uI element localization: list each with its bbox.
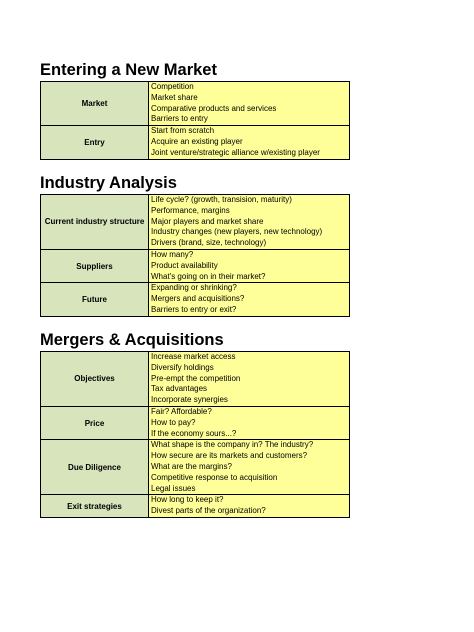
list-item: Life cycle? (growth, transision, maturity) [151,195,292,204]
list-item: Pre-empt the competition [151,373,241,383]
list-item: If the economy sours...? [151,428,237,438]
list-item: Competitive response to acquisition [151,472,278,482]
items-cell [149,406,350,439]
category-cell: Suppliers [41,249,149,282]
list-item: How to pay? [151,417,196,427]
items-cell [149,195,350,250]
category-cell: Objectives [41,352,149,407]
list-item: Major players and market share [151,216,264,226]
list-item: What shape is the company in? The industry? [151,440,314,450]
table-row [41,126,350,159]
list-item: Comparative products and services [151,103,277,113]
items-cell [149,495,350,518]
category-cell: Exit strategies [41,495,149,518]
list-item: Tax advantages [151,384,208,394]
list-item: Barriers to entry [151,114,208,124]
section-title: Industry Analysis [40,174,177,192]
list-item: Competition [151,82,194,91]
list-item: Increase market access [151,352,236,361]
list-item: Product availability [151,260,218,270]
items-cell [149,352,350,407]
category-cell: Entry [41,126,149,159]
list-item: Drivers (brand, size, technology) [151,238,267,248]
list-item: Joint venture/strategic alliance w/existing player [151,147,320,157]
list-item: Market share [151,92,198,102]
category-cell: Due Diligence [41,440,149,495]
section-industry-analysis [40,173,350,317]
table-row [41,283,350,316]
items-cell [149,440,350,495]
table-row [41,249,350,282]
list-item: How long to keep it? [151,495,224,505]
list-item: Barriers to entry or exit? [151,304,237,314]
list-item: Legal issues [151,483,196,493]
table-row [41,495,350,518]
section-table [40,194,350,317]
list-item: Mergers and acquisitions? [151,294,245,304]
items-cell [149,249,350,282]
table-row [41,195,350,250]
list-item: Diversify holdings [151,362,214,372]
category-cell: Future [41,283,149,316]
section-table [40,81,350,160]
list-item: Fair? Affordable? [151,406,212,416]
table-row [41,440,350,495]
section-title: Entering a New Market [40,61,217,79]
list-item: Performance, margins [151,205,230,215]
list-item: How many? [151,249,194,259]
list-item: Start from scratch [151,126,215,136]
items-cell [149,126,350,159]
items-cell [149,283,350,316]
list-item: Divest parts of the organization? [151,506,266,516]
list-item: Industry changes (new players, new technology) [151,227,323,237]
section-entering-new-market [40,60,350,160]
section-table [40,351,350,518]
category-cell: Market [41,82,149,126]
category-cell: Price [41,406,149,439]
table-row [41,406,350,439]
table-row [41,352,350,407]
list-item: Acquire an existing player [151,136,243,146]
list-item: What are the margins? [151,461,232,471]
table-row [41,82,350,126]
items-cell [149,82,350,126]
category-cell: Current industry structure [41,195,149,250]
list-item: Expanding or shrinking? [151,283,237,293]
list-item: Incorporate synergies [151,395,228,405]
section-title: Mergers & Acquisitions [40,331,224,349]
list-item: What's going on in their market? [151,271,266,281]
section-mergers-acquisitions [40,330,350,518]
list-item: How secure are its markets and customers? [151,451,308,461]
